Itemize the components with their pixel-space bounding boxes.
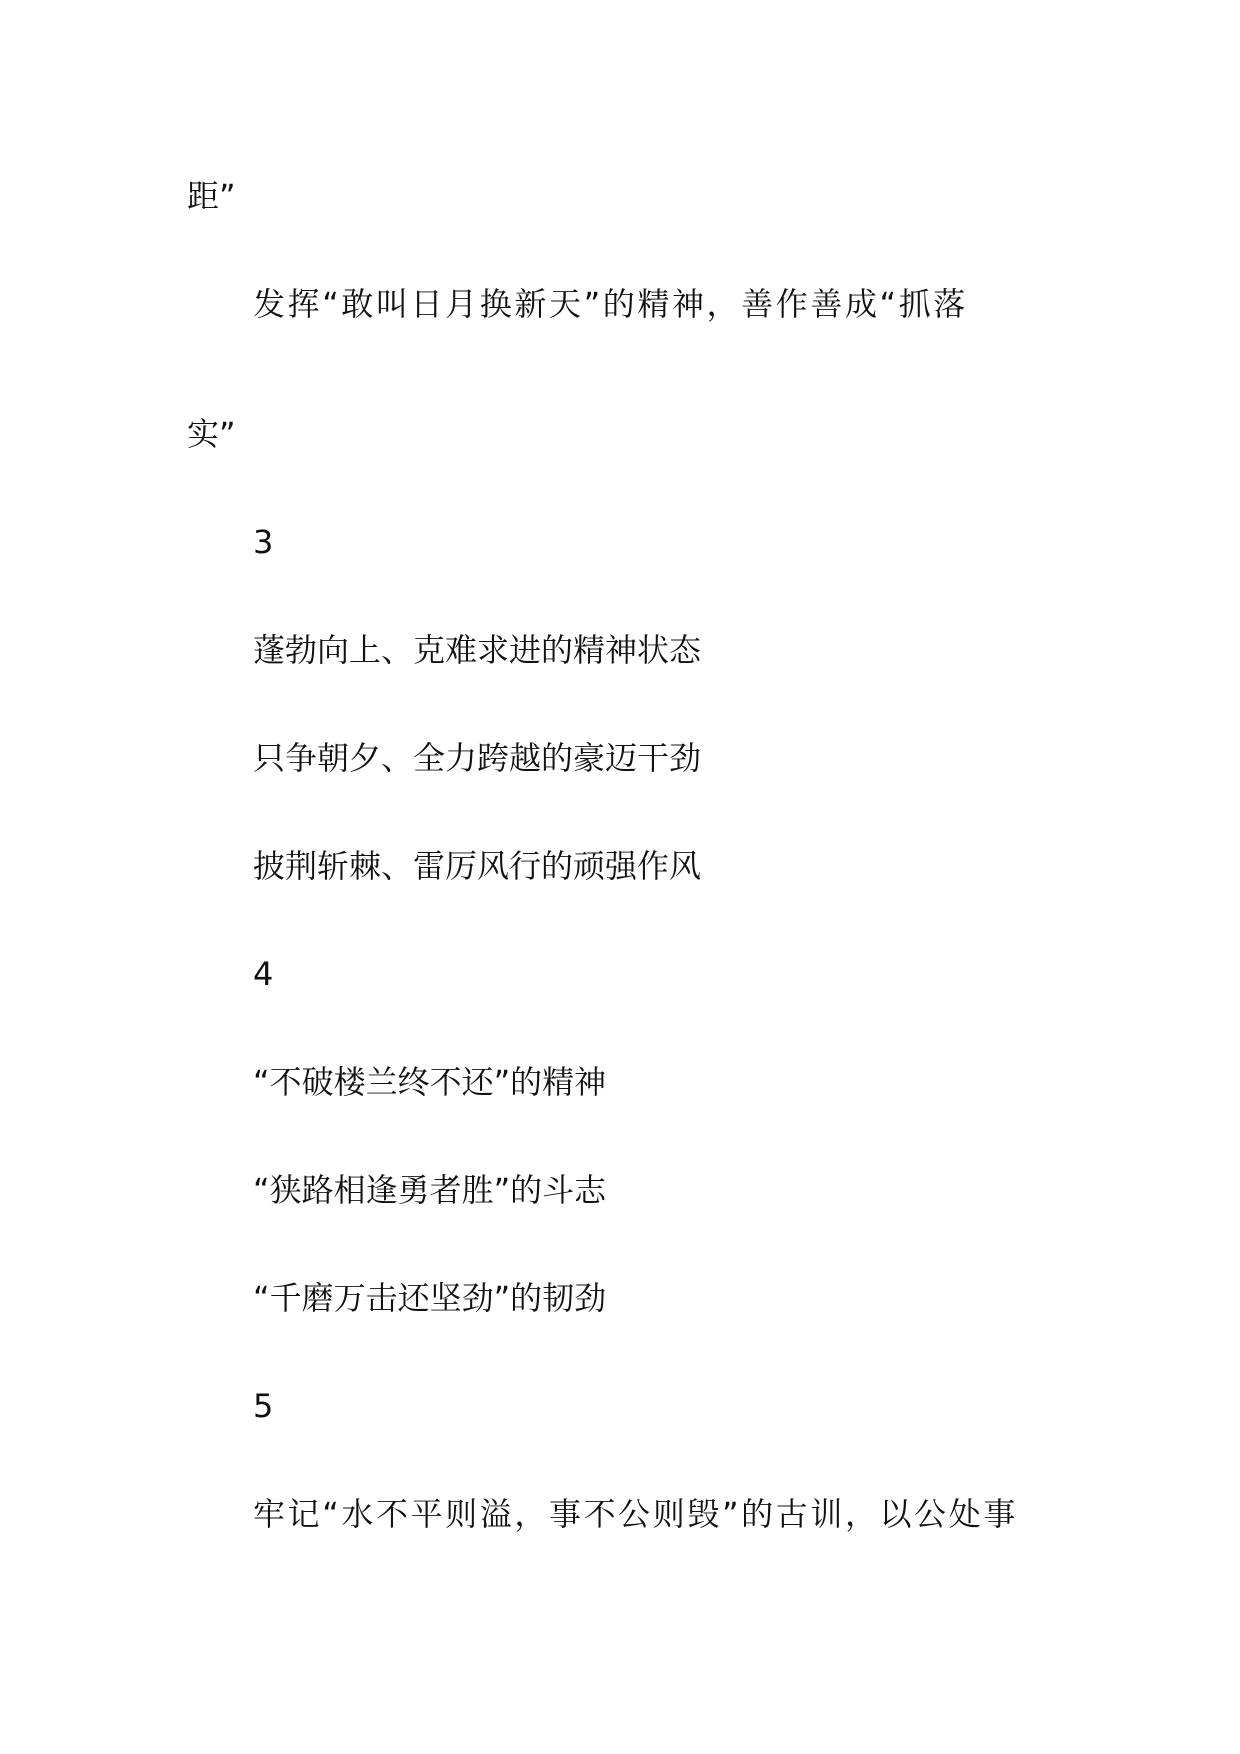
text-paragraph-1: 发挥“敢叫日月换新天”的精神，善作善成“抓落 (253, 285, 968, 323)
list-item: “不破楼兰终不还”的精神 (253, 1063, 607, 1101)
list-item: 只争朝夕、全力跨越的豪迈干劲 (253, 739, 702, 777)
text-paragraph-2: 牢记“水不平则溢，事不公则毁”的古训，以公处事 (253, 1495, 1018, 1533)
list-item: “狭路相逢勇者胜”的斗志 (253, 1171, 607, 1209)
list-item: 蓬勃向上、克难求进的精神状态 (253, 631, 702, 669)
section-number-4: 4 (253, 955, 274, 993)
section-number-3: 3 (253, 523, 274, 561)
list-item: “千磨万击还坚劲”的韧劲 (253, 1279, 607, 1317)
list-item: 披荆斩棘、雷厉风行的顽强作风 (253, 847, 702, 885)
text-line-continuation-2: 实” (187, 415, 236, 453)
section-number-5: 5 (253, 1387, 274, 1425)
text-line-continuation-1: 距” (187, 177, 236, 215)
